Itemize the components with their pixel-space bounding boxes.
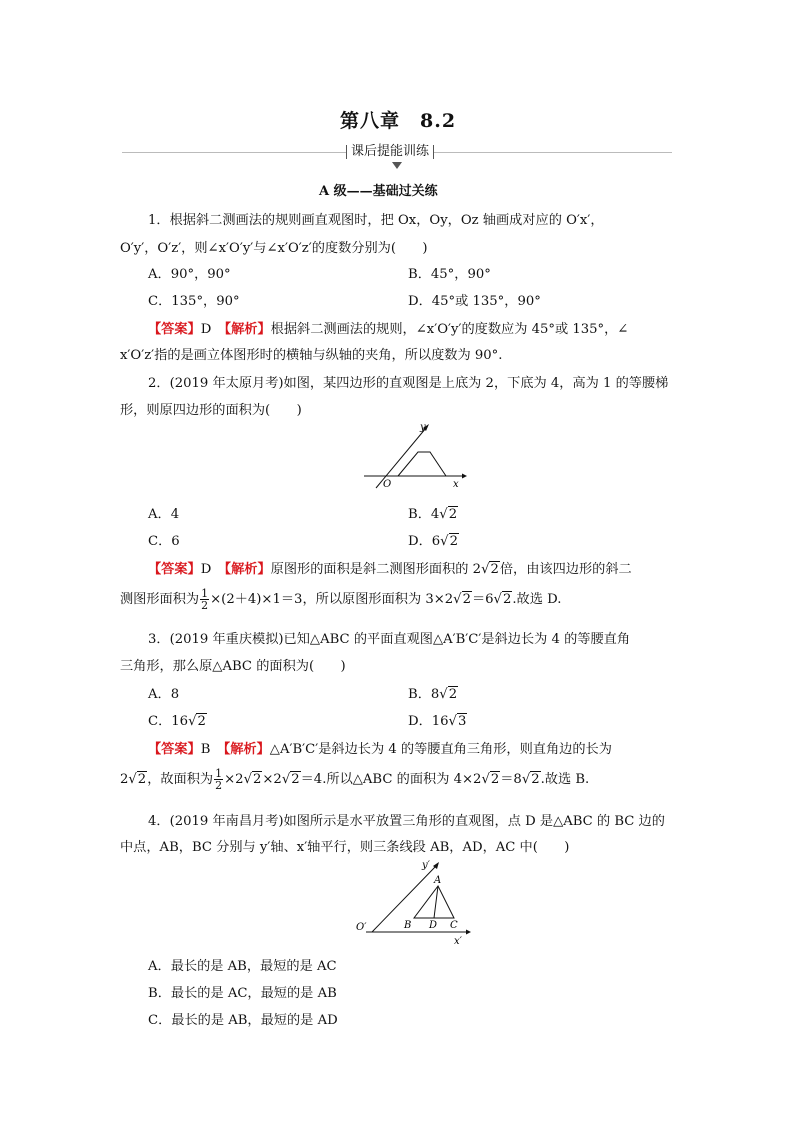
explanation-text: .故选 B. bbox=[540, 772, 590, 787]
fraction bbox=[214, 768, 223, 791]
explanation-text: .故选 D. bbox=[512, 592, 562, 607]
sqrt: √2 bbox=[440, 534, 458, 549]
q2-option-b bbox=[408, 503, 458, 522]
fraction bbox=[200, 588, 209, 611]
chevron-down-icon bbox=[392, 162, 402, 169]
sqrt: √3 bbox=[448, 714, 467, 729]
option-text: C．16 bbox=[148, 714, 189, 729]
explanation-text: ×2 bbox=[262, 772, 282, 787]
q2-option-d bbox=[408, 530, 459, 549]
radicand: 2 bbox=[197, 714, 206, 729]
radicand: 2 bbox=[252, 772, 262, 787]
radicand: 3 bbox=[457, 714, 467, 729]
q4-option-c: C．最长的是 AB，最短的是 AD bbox=[148, 1013, 338, 1028]
sqrt: √2 bbox=[128, 772, 147, 787]
explanation-text: △A′B′C′是斜边长为 4 的等腰直角三角形，则直角边的长为 bbox=[269, 742, 612, 757]
section-heading: A 级——基础过关练 bbox=[319, 184, 438, 199]
sqrt: √2 bbox=[493, 592, 512, 607]
radicand: 2 bbox=[137, 772, 147, 787]
q2-answer-line1 bbox=[148, 558, 632, 577]
sqrt: √2 bbox=[481, 562, 499, 577]
explanation-label: 【解析】 bbox=[224, 562, 271, 577]
point-b-label: B bbox=[404, 920, 412, 931]
explanation-text: ＝4.所以△ABC 的面积为 4×2 bbox=[300, 772, 482, 787]
sqrt: √2 bbox=[243, 772, 262, 787]
q1-answer-line2: x′O′z′指的是画立体图形时的横轴与纵轴的夹角，所以度数为 90°. bbox=[120, 348, 503, 363]
radicand: 2 bbox=[462, 592, 471, 607]
answer-value: D bbox=[200, 322, 212, 337]
radicand: 2 bbox=[531, 772, 540, 787]
q1-option-b: B．45°，90° bbox=[408, 267, 491, 282]
triangle-abc bbox=[414, 886, 454, 918]
explanation-label: 【解析】 bbox=[223, 742, 270, 757]
radicand: 2 bbox=[490, 562, 499, 577]
explanation-text: ×(2＋4)×1＝3，所以原图形面积为 3×2 bbox=[210, 592, 454, 607]
origin-label: O′ bbox=[356, 922, 367, 933]
answer-label: 【答案】 bbox=[148, 742, 201, 757]
option-text: D．16 bbox=[408, 714, 449, 729]
q3-answer-line1 bbox=[148, 738, 612, 757]
explanation-text: 原图形的面积是斜二测图形面积的 2 bbox=[270, 562, 482, 577]
answer-value: D bbox=[200, 562, 212, 577]
q3-stem-line1: 3．(2019 年重庆模拟)已知△ABC 的平面直观图△A′B′C′是斜边长为 4 的等腰直角 bbox=[148, 632, 631, 647]
q1-option-d: D．45°或 135°，90° bbox=[408, 294, 541, 309]
radicand: 2 bbox=[291, 772, 300, 787]
explanation-text: 根据斜二测画法的规则，∠x′O′y′的度数应为 45°或 135°，∠ bbox=[270, 322, 629, 337]
q2-figure bbox=[358, 418, 468, 493]
q4-figure bbox=[352, 856, 472, 948]
q4-option-b: B．最长的是 AC，最短的是 AB bbox=[148, 986, 337, 1001]
x-label: x bbox=[453, 479, 459, 490]
denominator: 2 bbox=[215, 779, 223, 792]
radicand: 2 bbox=[502, 592, 512, 607]
section-tag: 课后提能训练 bbox=[346, 145, 434, 159]
option-text: B．4 bbox=[408, 507, 440, 522]
q3-option-b bbox=[408, 683, 458, 702]
answer-value: B bbox=[200, 742, 211, 757]
sqrt: √2 bbox=[439, 507, 458, 522]
trapezoid bbox=[398, 452, 446, 476]
explanation-text: ，故面积为 bbox=[147, 772, 214, 787]
sqrt: √2 bbox=[481, 772, 500, 787]
sqrt: √2 bbox=[453, 592, 471, 607]
page-title: 第八章 8.2 bbox=[340, 110, 457, 132]
denominator: 2 bbox=[201, 599, 209, 612]
explanation-text: 倍，由该四边形的斜二 bbox=[499, 562, 632, 577]
point-d-label: D bbox=[429, 920, 438, 931]
q2-option-c: C．6 bbox=[148, 534, 180, 549]
q2-answer-line2 bbox=[120, 588, 561, 611]
q3-option-a: A．8 bbox=[148, 687, 180, 702]
q4-option-a: A．最长的是 AB，最短的是 AC bbox=[148, 959, 337, 974]
q1-option-a: A．90°，90° bbox=[148, 267, 231, 282]
radicand: 2 bbox=[448, 507, 458, 522]
x-label: x′ bbox=[454, 936, 462, 947]
q3-answer-line2 bbox=[120, 768, 589, 791]
q1-stem-line1: 1．根据斜二测画法的规则画直观图时，把 Ox，Oy，Oz 轴画成对应的 O′x′， bbox=[148, 213, 604, 228]
explanation-text: 测图形面积为 bbox=[120, 592, 200, 607]
sqrt: √2 bbox=[188, 714, 206, 729]
x-arrow bbox=[466, 930, 471, 935]
explanation-text: ＝6 bbox=[471, 592, 494, 607]
explanation-label: 【解析】 bbox=[224, 322, 271, 337]
explanation-text: ＝8 bbox=[500, 772, 522, 787]
sqrt: √2 bbox=[281, 772, 300, 787]
q3-option-d bbox=[408, 710, 467, 729]
numerator: 1 bbox=[201, 587, 209, 600]
point-a-label: A bbox=[434, 875, 442, 886]
answer-label: 【答案】 bbox=[148, 562, 201, 577]
numerator: 1 bbox=[215, 767, 223, 780]
q3-option-c bbox=[148, 710, 207, 729]
q2-stem-line1: 2．(2019 年太原月考)如图，某四边形的直观图是上底为 2，下底为 4，高为 1 的等腰梯 bbox=[148, 376, 669, 391]
y-label: y bbox=[420, 422, 426, 433]
explanation-text: 2 bbox=[120, 772, 129, 787]
q3-stem-line2: 三角形，那么原△ABC 的面积为( ) bbox=[120, 659, 346, 674]
sqrt: √2 bbox=[439, 687, 458, 702]
explanation-text: ×2 bbox=[224, 772, 244, 787]
q1-stem-line2: O′y′，O′z′，则∠x′O′y′与∠x′O′z′的度数分别为( ) bbox=[120, 241, 428, 256]
option-text: D．6 bbox=[408, 534, 441, 549]
q4-stem-line1: 4．(2019 年南昌月考)如图所示是水平放置三角形的直观图，点 D 是△ABC 的 BC 边的 bbox=[148, 814, 665, 829]
origin-label: O bbox=[383, 479, 392, 490]
q1-answer-line1 bbox=[148, 318, 628, 337]
q4-stem-line2: 中点，AB，BC 分别与 y′轴、x′轴平行，则三条线段 AB，AD，AC 中( ) bbox=[120, 840, 570, 855]
q2-stem-line2: 形，则原四边形的面积为( ) bbox=[120, 403, 302, 418]
option-text: B．8 bbox=[408, 687, 440, 702]
radicand: 2 bbox=[490, 772, 500, 787]
q1-option-c: C．135°，90° bbox=[148, 294, 240, 309]
x-arrow bbox=[462, 474, 467, 479]
radicand: 2 bbox=[448, 687, 458, 702]
q2-option-a: A．4 bbox=[148, 507, 180, 522]
sqrt: √2 bbox=[521, 772, 540, 787]
answer-label: 【答案】 bbox=[148, 322, 201, 337]
radicand: 2 bbox=[449, 534, 458, 549]
point-c-label: C bbox=[450, 920, 458, 931]
y-label: y′ bbox=[422, 860, 430, 871]
